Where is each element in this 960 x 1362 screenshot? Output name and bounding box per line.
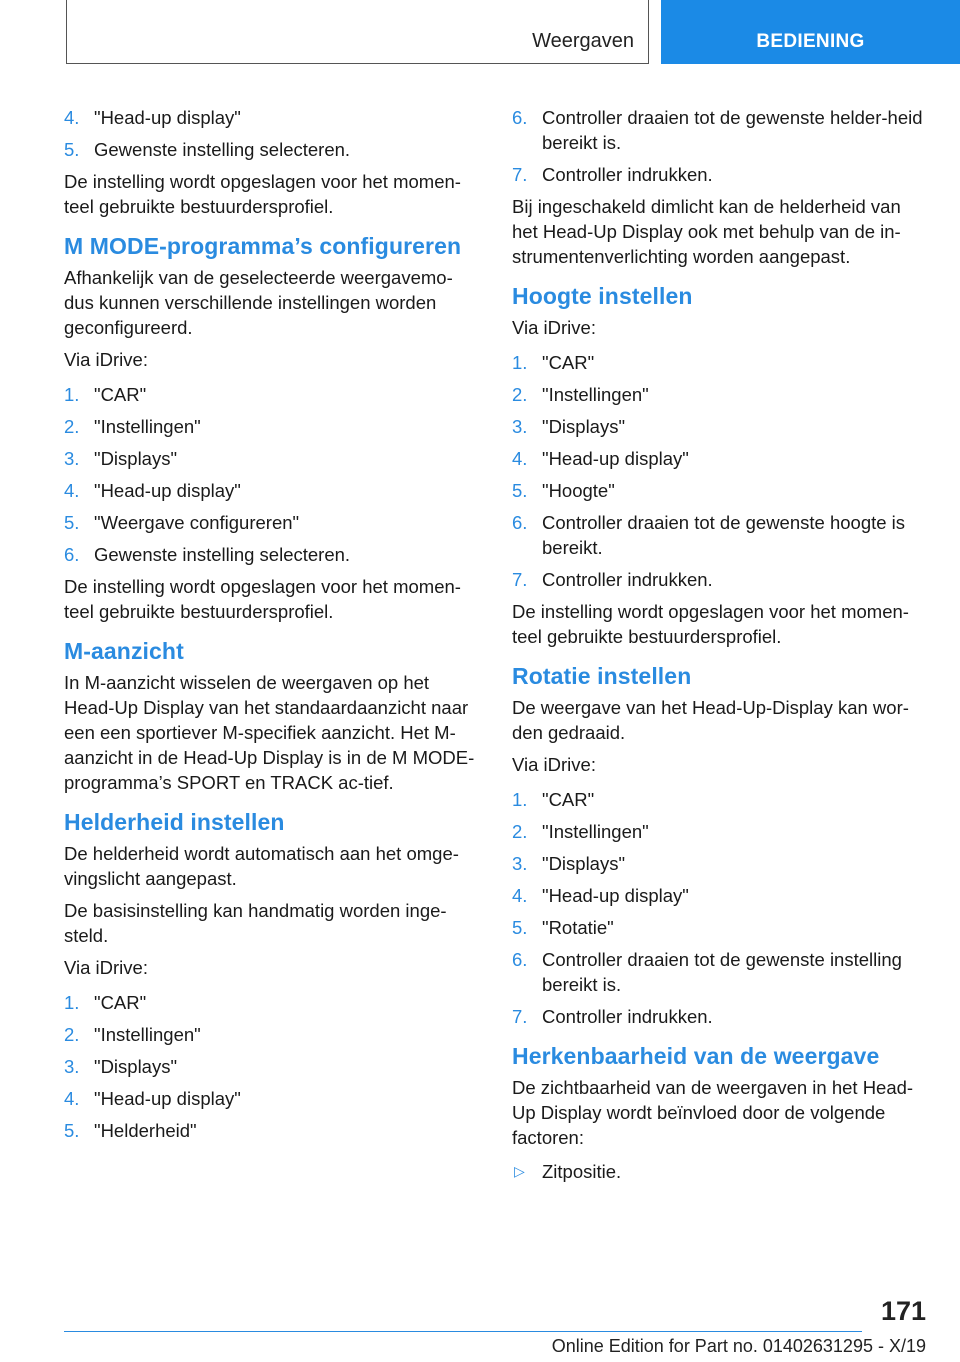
step-text: "CAR" [542,352,595,373]
step-text: Controller draaien tot de gewenste instelling bereikt is. [542,949,902,995]
step-number: 7. [512,1006,528,1027]
triangle-bullet-icon: ▷ [514,1163,525,1179]
step-text: "Hoogte" [542,480,615,501]
paragraph: Via iDrive: [64,957,148,978]
step-text: Controller indrukken. [542,1006,713,1027]
section-heading-rotatie: Rotatie instellen [512,663,692,689]
step-number: 7. [512,164,528,185]
paragraph: De zichtbaarheid van de weergaven in het Head-Up Display wordt beïnvloed door de volgende factoren: [512,1077,914,1148]
step-number: 3. [512,416,528,437]
list-item [512,1004,926,1029]
step-number: 4. [512,448,528,469]
step-number: 1. [512,352,528,373]
list-item [512,478,926,503]
list-item [64,446,478,471]
list-item [512,567,926,592]
list-item [512,382,926,407]
step-number: 6. [512,512,528,533]
list-item [512,819,926,844]
paragraph: De instelling wordt opgeslagen voor het momen-teel gebruikte bestuurdersprofiel. [64,171,461,217]
mmode-steps [64,382,478,567]
step-text: "Weergave configureren" [94,512,300,533]
list-item [512,883,926,908]
step-text: "Instellingen" [542,821,649,842]
step-number: 7. [512,569,528,590]
step-text: "CAR" [542,789,595,810]
list-item [64,105,478,130]
paragraph: Via iDrive: [64,349,148,370]
paragraph: De instelling wordt opgeslagen voor het momen-teel gebruikte bestuurdersprofiel. [64,576,461,622]
step-number: 5. [512,480,528,501]
step-text: "Instellingen" [94,1024,201,1045]
step-text: Gewenste instelling selecteren. [94,544,351,565]
list-item [64,510,478,535]
step-text: "Head-up display" [542,448,689,469]
step-text: "Head-up display" [542,885,689,906]
list-item [64,1086,478,1111]
step-number: 5. [64,512,80,533]
step-text: "Displays" [542,853,626,874]
chapter-tab [661,0,960,64]
list-item [64,137,478,162]
step-text: "CAR" [94,992,147,1013]
paragraph: De instelling wordt opgeslagen voor het momen-teel gebruikte bestuurdersprofiel. [512,601,909,647]
chapter-tab-label: BEDIENING [756,31,865,52]
running-header-section: Weergaven [532,30,634,52]
section-heading-herkenbaarheid: Herkenbaarheid van de weergave [512,1043,880,1069]
paragraph: In M-aanzicht wisselen de weergaven op het Head-Up Display van het standaardaanzicht naar een een sportiever M-specifiek aanzicht. Het M-aanzicht in de Head-Up Display is in de M MODE-programma’s SPORT en TRACK ac-tief. [64,672,475,793]
list-item [512,915,926,940]
list-item [64,414,478,439]
list-item [512,414,926,439]
step-number: 4. [512,885,528,906]
step-text: "Head-up display" [94,1088,241,1109]
bullet-text: Zitpositie. [542,1161,622,1182]
step-number: 5. [64,1120,80,1141]
intro-steps [64,105,478,162]
step-text: "Head-up display" [94,107,241,128]
list-item [64,542,478,567]
step-number: 3. [64,1056,80,1077]
step-number: 3. [512,853,528,874]
step-text: Controller draaien tot de gewenste helder-heid bereikt is. [542,107,923,153]
page-number: 171 [880,1296,926,1326]
helderheid-steps [64,990,478,1143]
section-heading-helderheid: Helderheid instellen [64,809,285,835]
rotatie-steps [512,787,926,1029]
section-heading-maanzicht: M-aanzicht [64,638,184,664]
continued-steps [512,105,926,187]
list-item [512,446,926,471]
list-item [512,1159,926,1184]
step-text: "Displays" [94,448,178,469]
step-number: 3. [64,448,80,469]
right-column [512,100,926,1184]
paragraph: De helderheid wordt automatisch aan het omge-vingslicht aangepast. [64,843,459,889]
step-number: 5. [512,917,528,938]
step-text: "Helderheid" [94,1120,197,1141]
step-number: 6. [512,949,528,970]
step-number: 4. [64,480,80,501]
list-item [512,350,926,375]
list-item [512,947,926,997]
step-text: Gewenste instelling selecteren. [94,139,351,160]
list-item [512,162,926,187]
step-number: 5. [64,139,80,160]
list-item [64,1022,478,1047]
list-item [512,105,926,155]
step-text: "Head-up display" [94,480,241,501]
step-number: 1. [512,789,528,810]
step-text: Controller draaien tot de gewenste hoogte is bereikt. [542,512,906,558]
list-item [64,1054,478,1079]
section-heading-mmode: M MODE-programma’s configureren [64,233,462,259]
step-number: 1. [64,384,80,405]
step-number: 6. [512,107,528,128]
list-item [512,787,926,812]
footer-divider [64,1331,862,1332]
step-number: 4. [64,107,80,128]
step-text: Controller indrukken. [542,164,713,185]
herkenbaarheid-bullets [512,1159,926,1184]
paragraph: Afhankelijk van de geselecteerde weergavemo-dus kunnen verschillende instellingen worden geconfigureerd. [64,267,453,338]
list-item [64,1118,478,1143]
step-number: 2. [64,416,80,437]
step-text: "Displays" [542,416,626,437]
paragraph: Bij ingeschakeld dimlicht kan de helderheid van het Head-Up Display ook met behulp van de in-strumentenverlichting worden aangepast. [512,196,901,267]
step-number: 2. [64,1024,80,1045]
step-number: 2. [512,384,528,405]
footer-edition: Online Edition for Part no. 01402631295 - X/19 [551,1336,926,1356]
step-number: 6. [64,544,80,565]
list-item [64,478,478,503]
step-text: "Displays" [94,1056,178,1077]
step-text: "Instellingen" [542,384,649,405]
paragraph: De weergave van het Head-Up-Display kan wor-den gedraaid. [512,697,909,743]
list-item [512,510,926,560]
hoogte-steps [512,350,926,592]
list-item [64,382,478,407]
step-text: "Instellingen" [94,416,201,437]
paragraph: Via iDrive: [512,317,596,338]
step-text: "Rotatie" [542,917,614,938]
step-text: "CAR" [94,384,147,405]
list-item [512,851,926,876]
step-number: 2. [512,821,528,842]
left-column [64,100,478,1150]
step-text: Controller indrukken. [542,569,713,590]
step-number: 1. [64,992,80,1013]
step-number: 4. [64,1088,80,1109]
paragraph: Via iDrive: [512,754,596,775]
list-item [64,990,478,1015]
paragraph: De basisinstelling kan handmatig worden inge-steld. [64,900,447,946]
section-heading-hoogte: Hoogte instellen [512,283,693,309]
running-header-box [66,0,649,64]
